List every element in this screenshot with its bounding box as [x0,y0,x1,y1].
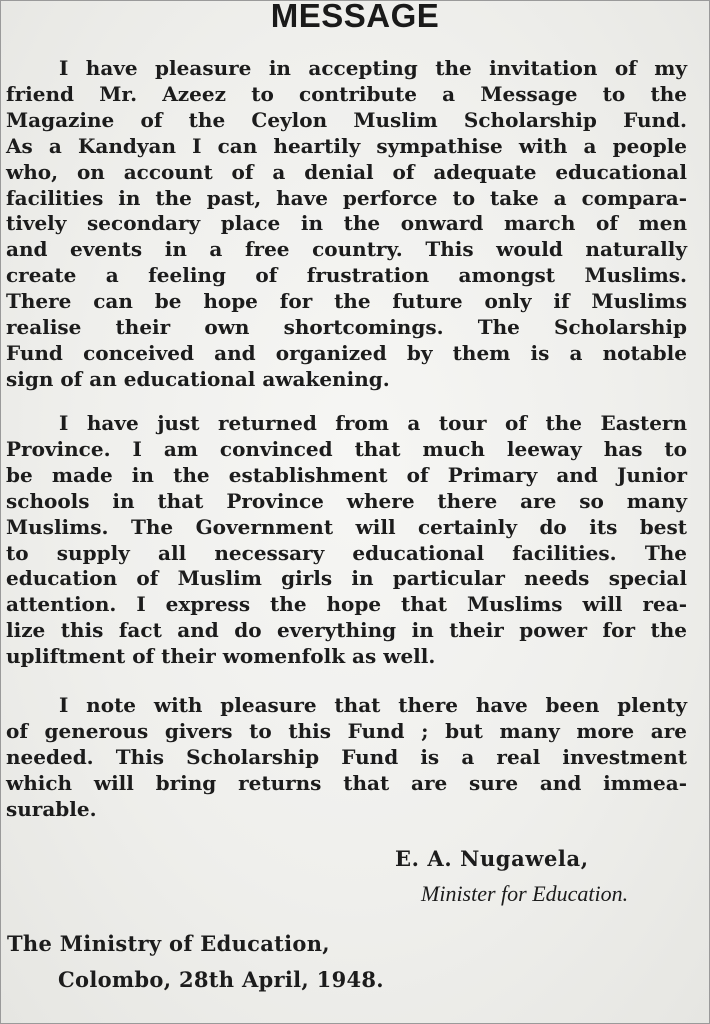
text-line: Muslims. The Government will certainly do its best [6,514,687,539]
text-line: which will bring returns that are sure and immea- [6,770,687,795]
text-line: needed. This Scholarship Fund is a real investment [6,744,687,769]
page-title: MESSAGE [270,0,440,34]
text-line: friend Mr. Azeez to contribute a Message to the [6,81,687,106]
text-line: attention. I express the hope that Muslims will rea- [6,592,687,617]
text-line: schools in that Province where there are so many [6,488,687,513]
text-line: to supply all necessary educational facilities. The [6,540,687,565]
text-line: lize this fact and do everything in their power for the [6,618,687,643]
text-line: Province. I am convinced that much leeway has to [6,436,687,461]
text-line: As a Kandyan I can heartily sympathise with a people [6,133,687,158]
text-line: Magazine of the Ceylon Muslim Scholarship Fund. [6,107,687,132]
text-line: tively secondary place in the onward march of men [6,211,687,236]
text-line: create a feeling of frustration amongst Muslims. [6,263,687,288]
text-line: Fund conceived and organized by them is a notable [6,340,687,365]
text-line: realise their own shortcomings. The Scholarship [6,315,687,340]
text-line: facilities in the past, have perforce to take a compara- [6,185,687,210]
signatory-name: E. A. Nugawela, [395,846,589,871]
address-line-2: Colombo, 28th April, 1948. [58,967,384,992]
paragraph-3 [6,693,687,823]
text-line: sign of an educational awakening. [6,366,390,391]
text-line: and events in a free country. This would naturally [6,237,687,262]
signatory-title: Minister for Education. [421,881,629,906]
text-line: upliftment of their womenfolk as well. [6,644,436,669]
paragraph-2 [6,411,687,670]
paragraph-1 [6,56,687,393]
text-line: I have pleasure in accepting the invitation of my [59,56,687,80]
text-line: education of Muslim girls in particular needs special [6,566,687,591]
text-line: surable. [6,796,97,821]
address-line-1: The Ministry of Education, [7,931,330,956]
text-line: I have just returned from a tour of the Eastern [59,411,687,435]
text-line: be made in the establishment of Primary and Junior [6,462,687,487]
text-line: I note with pleasure that there have been plenty [59,693,687,717]
text-line: of generous givers to this Fund ; but many more are [6,718,687,743]
text-line: There can be hope for the future only if Muslims [6,289,687,314]
text-line: who, on account of a denial of adequate educational [6,159,687,184]
